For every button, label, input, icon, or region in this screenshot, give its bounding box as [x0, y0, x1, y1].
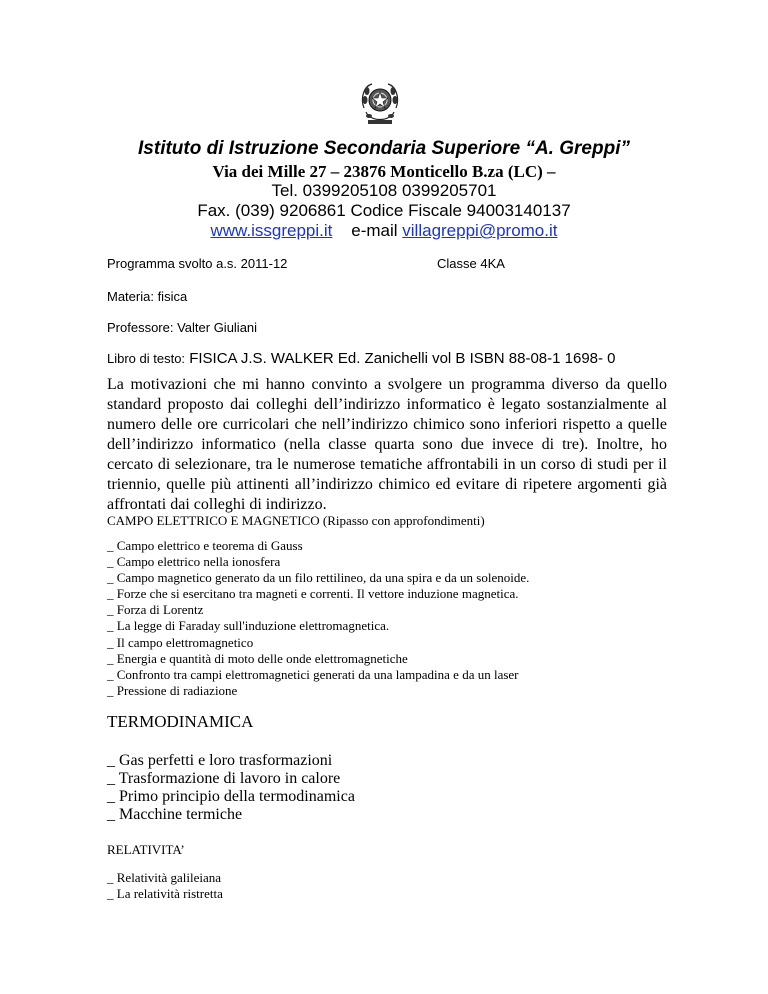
- list-item: _ Energia e quantità di moto delle onde elettromagnetiche: [107, 651, 529, 667]
- list-item: _ Forze che si esercitano tra magneti e correnti. Il vettore induzione magnetica.: [107, 586, 529, 602]
- list-item: _ Campo elettrico e teorema di Gauss: [107, 538, 529, 554]
- topic-list-relativity: [107, 870, 223, 902]
- section-title-electromagnetism: CAMPO ELETTRICO E MAGNETICO (Ripasso con approfondimenti): [107, 513, 485, 528]
- list-item: _ Macchine termiche: [107, 806, 355, 824]
- textbook-details: FISICA J.S. WALKER Ed. Zanichelli vol B ISBN 88-08-1 1698- 0: [185, 350, 616, 367]
- list-item: _ Trasformazione di lavoro in calore: [107, 770, 355, 788]
- email-link[interactable]: villagreppi@promo.it: [402, 221, 558, 240]
- section-title-relativity: RELATIVITA’: [107, 842, 185, 857]
- intro-paragraph: La motivazioni che mi hanno convinto a svolgere un programma diverso da quello standard proposto dai colleghi dell’indirizzo informatico è legato sostanzialmente al numero delle ore curricolari che nell’indirizzo chimico sono inferiori rispetto a quelle dell’indirizzo informatico (nella classe quarta sono due invece di tre). Inoltre, ho cercato di selezionare, tra le numerose tematiche affrontabili in un corso di studi per il triennio, quelle più attinenti all’indirizzo chimico ed evitare di ripetere argomenti già affrontati dai colleghi di indirizzo.: [107, 376, 667, 513]
- institute-name: Istituto di Istruzione Secondaria Superiore “A. Greppi”: [138, 138, 630, 159]
- subject-label: Materia: fisica: [107, 289, 188, 304]
- list-item: _ Campo elettrico nella ionosfera: [107, 554, 529, 570]
- institute-contacts: [0, 221, 768, 241]
- email-label: e-mail: [351, 221, 403, 240]
- list-item: _ Confronto tra campi elettromagnetici generati da una lampadina e da un laser: [107, 667, 529, 683]
- list-item: _ La relatività ristretta: [107, 886, 223, 902]
- textbook-line: [107, 350, 616, 367]
- republic-emblem-icon: [358, 78, 402, 130]
- topic-list-thermodynamics: [107, 752, 355, 824]
- list-item: _ Forza di Lorentz: [107, 602, 529, 618]
- list-item: _ Relatività galileiana: [107, 870, 223, 886]
- list-item: _ Campo magnetico generato da un filo rettilineo, da una spira e da un solenoide.: [107, 570, 529, 586]
- institute-fax: Fax. (039) 9206861 Codice Fiscale 94003140137: [197, 201, 571, 220]
- institute-phone: Tel. 0399205108 0399205701: [271, 181, 497, 200]
- section-title-thermodynamics: TERMODINAMICA: [107, 712, 254, 731]
- teacher-label: Professore: Valter Giuliani: [107, 320, 258, 335]
- list-item: _ Il campo elettromagnetico: [107, 635, 529, 651]
- program-year: Programma svolto a.s. 2011-12: [107, 256, 288, 271]
- list-item: _ La legge di Faraday sull'induzione elettromagnetica.: [107, 618, 529, 634]
- website-link[interactable]: www.issgreppi.it: [210, 221, 333, 240]
- topic-list-electromagnetism: [107, 538, 529, 699]
- list-item: _ Gas perfetti e loro trasformazioni: [107, 752, 355, 770]
- list-item: _ Pressione di radiazione: [107, 683, 529, 699]
- list-item: _ Primo principio della termodinamica: [107, 788, 355, 806]
- textbook-label: Libro di testo:: [107, 351, 186, 366]
- institute-address: Via dei Mille 27 – 23876 Monticello B.za (LC) –: [212, 162, 556, 181]
- class-label: Classe 4KA: [437, 256, 505, 271]
